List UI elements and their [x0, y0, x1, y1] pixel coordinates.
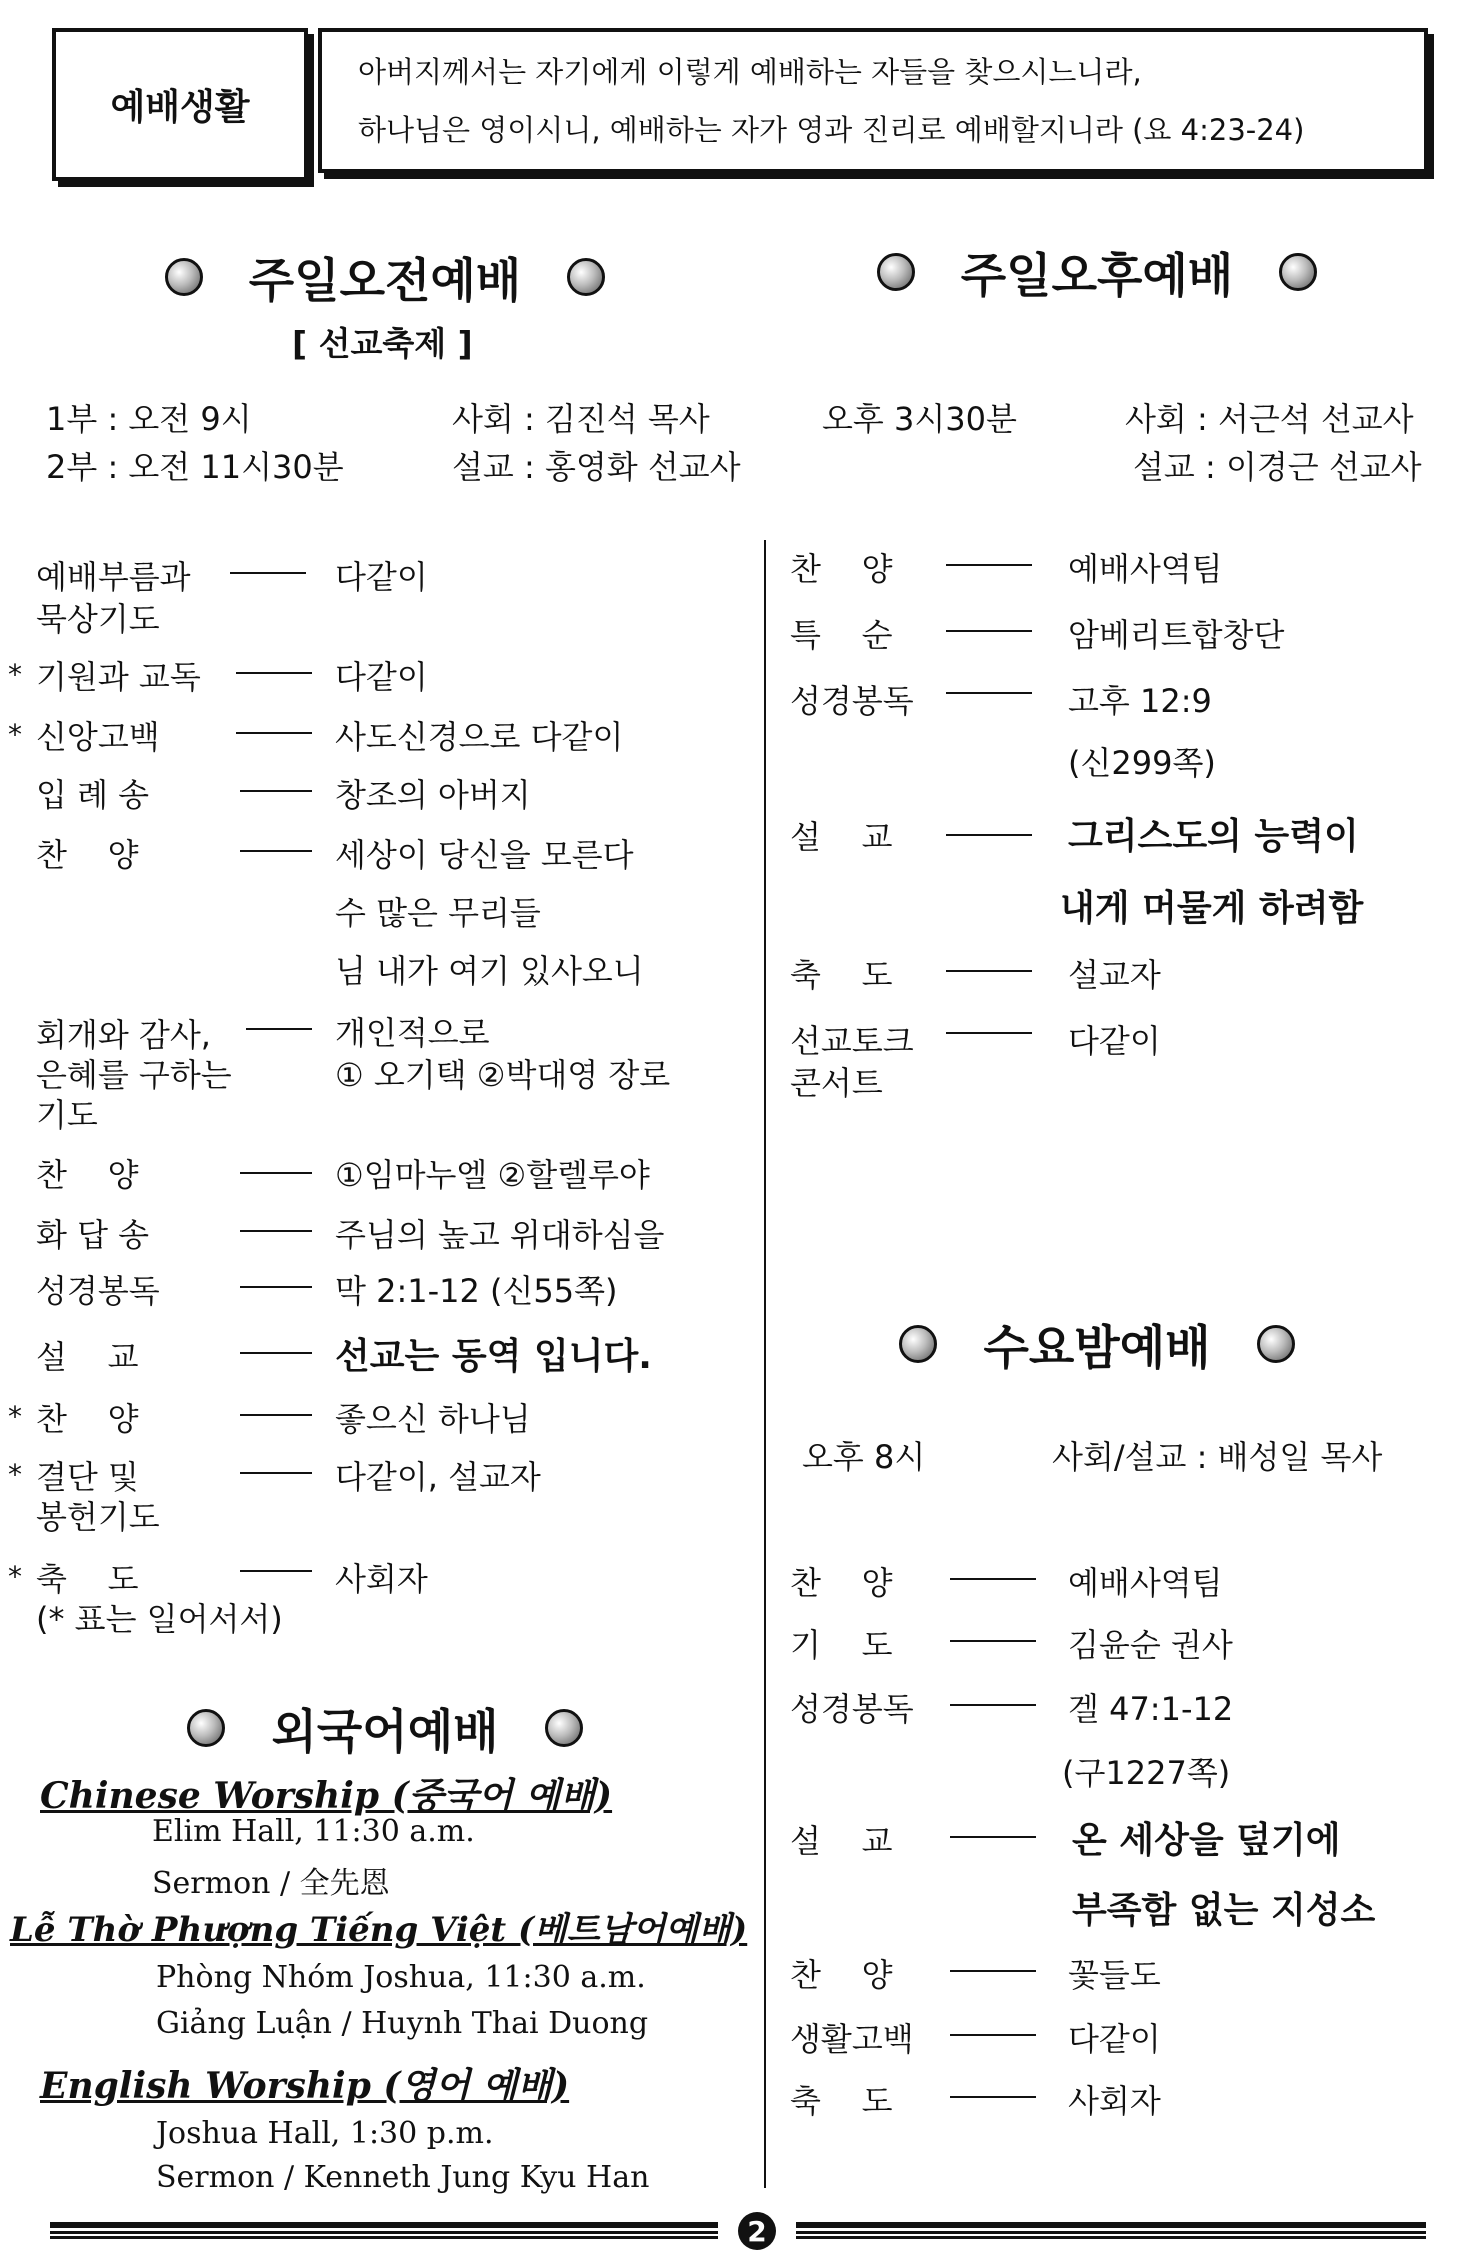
order-label: 화 답 송: [36, 1216, 150, 1254]
order-label: 성경봉독: [790, 1690, 914, 1728]
order-value: 예배사역팀: [1068, 1564, 1223, 1602]
bullet-ball-icon: [877, 253, 915, 291]
divider-dash: [240, 1414, 312, 1416]
order-label: 회개와 감사,: [36, 1016, 211, 1054]
sermon-title: 온 세상을 덮기에: [1072, 1820, 1341, 1861]
divider-dash: [240, 1286, 312, 1288]
wednesday-service-title: [862, 1312, 1332, 1376]
order-value: 다같이: [1068, 1022, 1161, 1060]
page-number: 2: [738, 2212, 776, 2250]
bullet-ball-icon: [1279, 253, 1317, 291]
order-value: 다같이, 설교자: [335, 1458, 541, 1496]
chinese-worship-sermon: Sermon / 全先恩: [152, 1866, 390, 1901]
order-value: 예배사역팀: [1068, 550, 1223, 588]
wednesday-host: 사회/설교 : 배성일 목사: [1052, 1438, 1383, 1476]
order-label: 콘서트: [790, 1064, 883, 1102]
divider-dash: [950, 1640, 1036, 1642]
order-label: 설 교: [790, 818, 893, 856]
section-label: 예배생활: [110, 87, 250, 128]
divider-dash: [950, 1836, 1036, 1838]
chinese-worship-heading: Chinese Worship (중국어 예배): [40, 1775, 613, 1817]
bullet-ball-icon: [165, 258, 203, 296]
verse-line-2: 하나님은 영이시니, 예배하는 자가 영과 진리로 예배할지니라 (요 4:23-24): [358, 112, 1305, 147]
order-value: 막 2:1-12 (신55쪽): [335, 1272, 618, 1310]
order-value: 개인적으로: [335, 1014, 490, 1052]
order-label: 설 교: [790, 1822, 893, 1860]
footer-rule-left: [50, 2222, 718, 2240]
order-value: 좋으신 하나님: [335, 1400, 531, 1438]
order-label: 선교토크: [790, 1022, 914, 1060]
standing-marker: *: [8, 718, 22, 751]
order-label: 설 교: [36, 1338, 139, 1376]
wednesday-title-text: 수요밤예배: [983, 1320, 1211, 1376]
order-value: 사회자: [335, 1560, 428, 1598]
bullet-ball-icon: [899, 1325, 937, 1363]
order-value: 사도신경으로 다같이: [335, 718, 624, 756]
chinese-worship-place: Elim Hall, 11:30 a.m.: [152, 1814, 475, 1849]
morning-time-2: 2부 : 오전 11시30분: [46, 448, 344, 486]
divider-dash: [946, 1032, 1032, 1034]
divider-dash: [240, 1570, 312, 1572]
divider-dash: [236, 672, 312, 674]
vietnamese-worship-heading: Lễ Thờ Phượng Tiếng Việt (베트남어예배): [10, 1910, 748, 1950]
order-label: 특 순: [790, 616, 893, 654]
afternoon-title-text: 주일오후예배: [960, 248, 1234, 304]
morning-title-text: 주일오전예배: [248, 253, 522, 309]
order-label: 축 도: [790, 2082, 893, 2120]
order-value: (구1227쪽): [1062, 1754, 1231, 1792]
sermon-title: 선교는 동역 입니다.: [335, 1336, 652, 1377]
morning-time-1: 1부 : 오전 9시: [46, 400, 252, 438]
order-label: 찬 양: [790, 550, 893, 588]
vietnamese-worship-sermon: Giảng Luận / Huynh Thai Duong: [156, 2006, 649, 2041]
verse-box: [318, 28, 1428, 173]
order-label: (* 표는 일어서서): [36, 1600, 283, 1638]
bullet-ball-icon: [545, 1709, 583, 1747]
order-value: 주님의 높고 위대하심을: [335, 1216, 665, 1254]
order-label: 생활고백: [790, 2020, 914, 2058]
order-value: 다같이: [335, 558, 428, 596]
order-value: 사회자: [1068, 2082, 1161, 2120]
order-label: 묵상기도: [36, 600, 160, 638]
sermon-title: 부족함 없는 지성소: [1072, 1890, 1376, 1931]
divider-dash: [950, 2096, 1036, 2098]
divider-dash: [946, 692, 1032, 694]
order-value: 겔 47:1-12: [1068, 1690, 1234, 1728]
foreign-service-title: [150, 1696, 620, 1760]
order-label: 찬 양: [36, 1400, 139, 1438]
divider-dash: [946, 834, 1032, 836]
order-value: 세상이 당신을 모른다: [335, 836, 634, 874]
divider-dash: [246, 1028, 312, 1030]
order-value: ①임마누엘 ②할렐루야: [335, 1156, 650, 1194]
standing-marker: *: [8, 1560, 22, 1593]
divider-dash: [950, 1578, 1036, 1580]
order-value: 창조의 아버지: [335, 776, 531, 814]
order-value: 설교자: [1068, 956, 1161, 994]
order-value: 고후 12:9: [1068, 682, 1212, 720]
standing-marker: *: [8, 1458, 22, 1491]
divider-dash: [240, 1472, 312, 1474]
divider-dash: [236, 732, 312, 734]
bullet-ball-icon: [1257, 1325, 1295, 1363]
order-value: 암베리트합창단: [1068, 616, 1285, 654]
order-value: 다같이: [335, 658, 428, 696]
order-label: 기원과 교독: [36, 658, 201, 696]
divider-dash: [240, 1230, 312, 1232]
divider-dash: [950, 1970, 1036, 1972]
order-label: 기도: [36, 1096, 98, 1134]
sermon-title: 내게 머물게 하려함: [1060, 888, 1364, 929]
order-label: 성경봉독: [790, 682, 914, 720]
bullet-ball-icon: [567, 258, 605, 296]
order-label: 은혜를 구하는: [36, 1056, 232, 1094]
english-worship-heading: English Worship (영어 예배): [40, 2065, 570, 2107]
order-label: 결단 및: [36, 1458, 139, 1496]
order-label: 봉헌기도: [36, 1498, 160, 1536]
divider-dash: [950, 1704, 1036, 1706]
divider-dash: [946, 970, 1032, 972]
order-value: (신299쪽): [1068, 744, 1216, 782]
order-value: 꽃들도: [1068, 1956, 1161, 1994]
divider-dash: [240, 790, 312, 792]
verse-line-1: 아버지께서는 자기에게 이렇게 예배하는 자들을 찾으시느니라,: [358, 54, 1142, 89]
wednesday-time: 오후 8시: [802, 1438, 926, 1476]
morning-preacher: 설교 : 홍영화 선교사: [452, 448, 741, 486]
section-label-box: [52, 28, 308, 181]
afternoon-time: 오후 3시30분: [822, 400, 1017, 438]
order-label: 성경봉독: [36, 1272, 160, 1310]
morning-subtitle: [ 선교축제 ]: [292, 324, 473, 363]
order-label: 축 도: [790, 956, 893, 994]
order-value: 다같이: [1068, 2020, 1161, 2058]
order-label: 신앙고백: [36, 718, 160, 756]
footer-rule-right: [796, 2222, 1426, 2240]
order-value: 수 많은 무리들: [335, 894, 541, 932]
standing-marker: *: [8, 1400, 22, 1433]
afternoon-host: 사회 : 서근석 선교사: [1125, 400, 1414, 438]
divider-dash: [950, 2034, 1036, 2036]
order-label: 축 도: [36, 1560, 139, 1598]
order-label: 기 도: [790, 1626, 893, 1664]
order-value: 김윤순 권사: [1068, 1626, 1233, 1664]
english-worship-place: Joshua Hall, 1:30 p.m.: [156, 2116, 494, 2151]
order-label: 찬 양: [36, 1156, 139, 1194]
order-label: 찬 양: [790, 1564, 893, 1602]
order-label: 입 례 송: [36, 776, 150, 814]
divider-dash: [230, 572, 306, 574]
afternoon-service-title: [862, 240, 1332, 304]
order-label: 찬 양: [790, 1956, 893, 1994]
order-label: 찬 양: [36, 836, 139, 874]
afternoon-preacher: 설교 : 이경근 선교사: [1133, 448, 1422, 486]
column-divider: [764, 540, 766, 2188]
divider-dash: [240, 850, 312, 852]
vietnamese-worship-place: Phòng Nhóm Joshua, 11:30 a.m.: [156, 1960, 646, 1995]
morning-host: 사회 : 김진석 목사: [452, 400, 710, 438]
morning-service-title: [150, 245, 620, 309]
order-value: ① 오기택 ②박대영 장로: [335, 1056, 671, 1094]
divider-dash: [240, 1352, 312, 1354]
order-label: 예배부름과: [36, 558, 191, 596]
divider-dash: [946, 564, 1032, 566]
divider-dash: [946, 630, 1032, 632]
standing-marker: *: [8, 658, 22, 691]
bullet-ball-icon: [187, 1709, 225, 1747]
foreign-title-text: 외국어예배: [271, 1704, 499, 1760]
sermon-title: 그리스도의 능력이: [1068, 816, 1359, 857]
divider-dash: [240, 1172, 312, 1174]
order-value: 님 내가 여기 있사오니: [335, 952, 644, 990]
english-worship-sermon: Sermon / Kenneth Jung Kyu Han: [156, 2160, 650, 2195]
